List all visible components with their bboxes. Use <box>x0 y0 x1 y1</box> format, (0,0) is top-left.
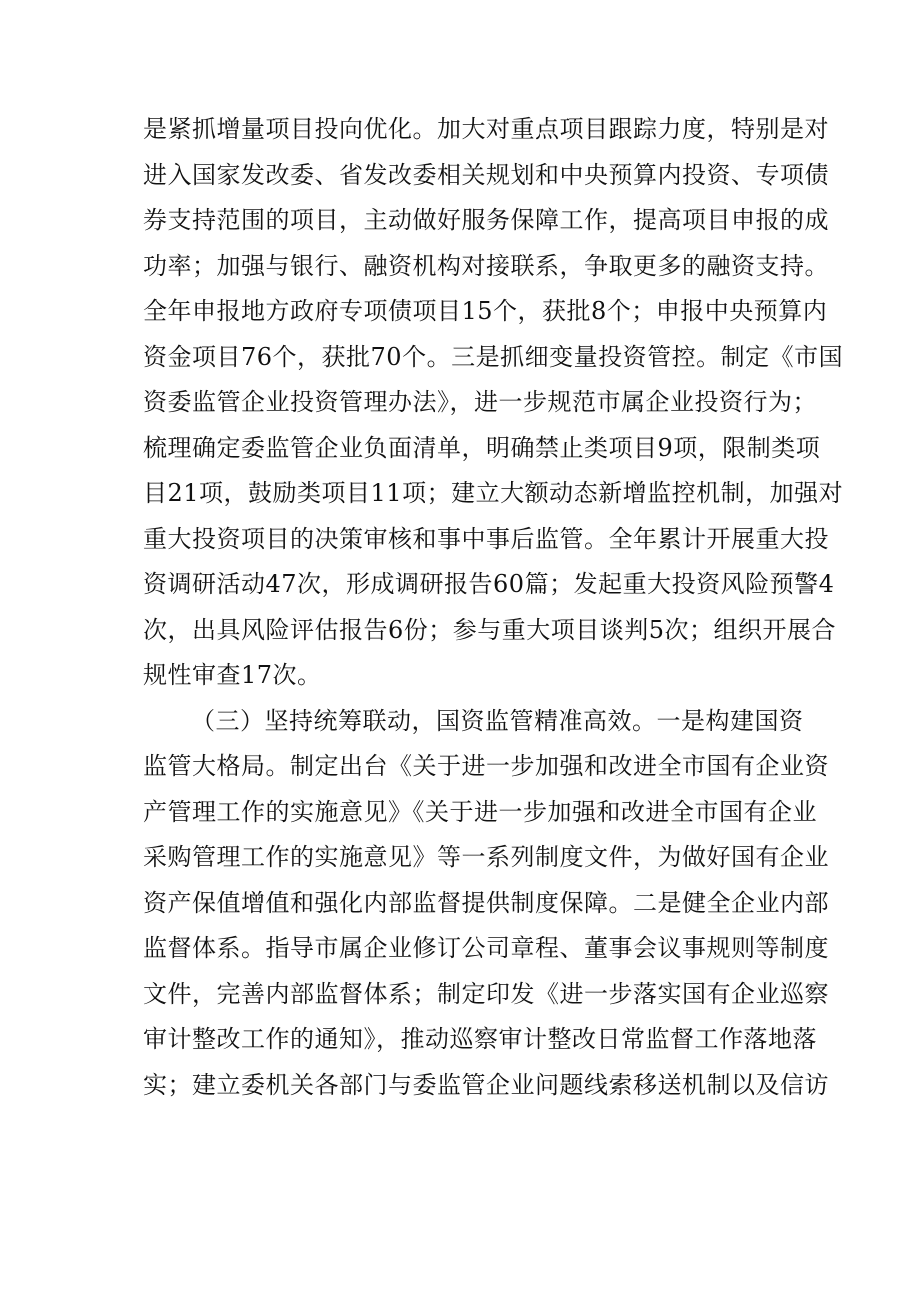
text-line: 目21项，鼓励类项目11项；建立大额动态新增监控机制，加强对 <box>143 479 844 507</box>
text-line: 进入国家发改委、省发改委相关规划和中央预算内投资、专项债 <box>143 160 829 189</box>
text-line: 资产保值增值和强化内部监督提供制度保障。二是健全企业内部 <box>143 888 829 917</box>
section-heading-line: （三）坚持统筹联动，国资监管精准高效。一是构建国资 <box>191 706 804 735</box>
paragraph-1 <box>143 107 844 699</box>
text-line: 功率；加强与银行、融资机构对接联系，争取更多的融资支持。 <box>143 251 829 280</box>
text-line: 券支持范围的项目，主动做好服务保障工作，提高项目申报的成 <box>143 206 829 234</box>
text-line: 全年申报地方政府专项债项目15个，获批8个；申报中央预算内 <box>143 297 828 325</box>
text-line: 采购管理工作的实施意见》等一系列制度文件，为做好国有企业 <box>143 843 829 871</box>
text-line: 实；建立委机关各部门与委监管企业问题线索移送机制以及信访 <box>143 1070 829 1099</box>
text-line: 次，出具风险评估报告6份；参与重大项目谈判5次；组织开展合 <box>143 615 837 644</box>
text-line: 规性审查17次。 <box>143 661 322 689</box>
text-line: 文件，完善内部监督体系；制定印发《进一步落实国有企业巡察 <box>143 979 829 1008</box>
text-line: 梳理确定委监管企业负面清单，明确禁止类项目9项，限制类项 <box>143 433 821 462</box>
text-line: 资委监管企业投资管理办法》，进一步规范市属企业投资行为； <box>143 388 817 416</box>
text-line: 产管理工作的实施意见》《关于进一步加强和改进全市国有企业 <box>143 797 817 826</box>
text-line: 监督体系。指导市属企业修订公司章程、董事会议事规则等制度 <box>143 934 829 962</box>
text-line: 监管大格局。制定出台《关于进一步加强和改进全市国有企业资 <box>143 752 829 780</box>
text-line: 资金项目76个，获批70个。三是抓细变量投资管控。制定《市国 <box>143 342 844 371</box>
paragraph-2 <box>143 699 829 1109</box>
text-line: 资调研活动47次，形成调研报告60篇；发起重大投资风险预警4 <box>143 570 835 598</box>
document-body <box>143 107 844 1108</box>
text-line: 重大投资项目的决策审核和事中事后监管。全年累计开展重大投 <box>143 524 829 553</box>
text-line: 是紧抓增量项目投向优化。加大对重点项目跟踪力度，特别是对 <box>143 115 829 143</box>
text-line: 审计整改工作的通知》，推动巡察审计整改日常监督工作落地落 <box>143 1025 817 1053</box>
